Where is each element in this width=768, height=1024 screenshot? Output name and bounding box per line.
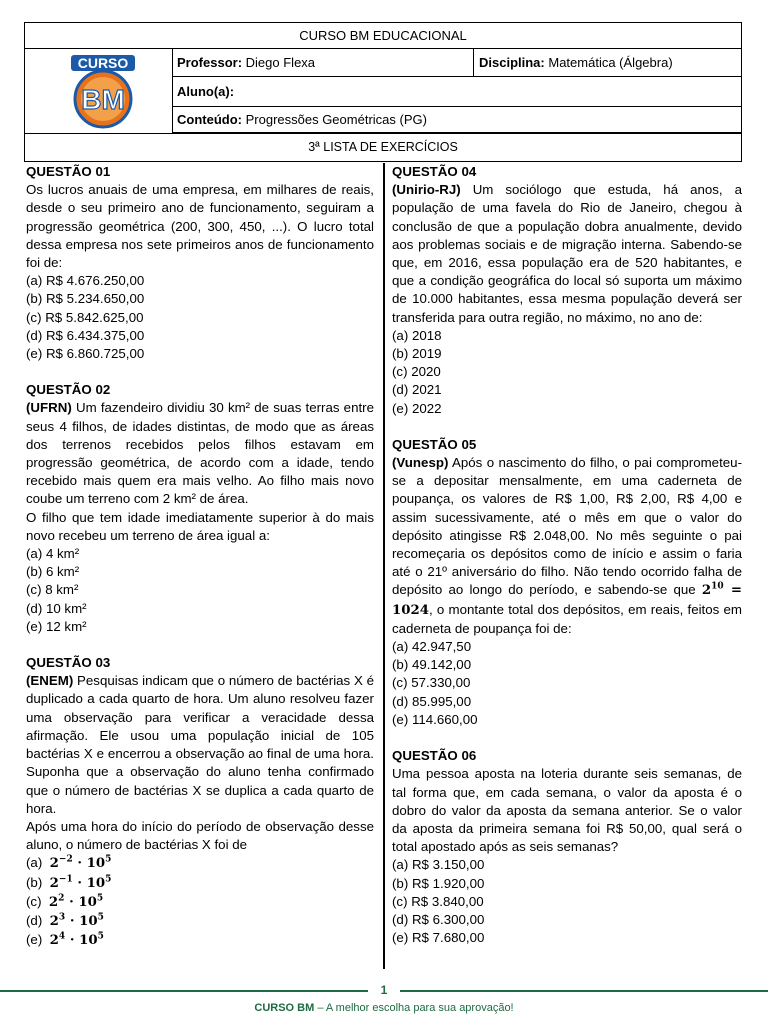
question-title: QUESTÃO 04 — [392, 164, 477, 179]
option-e: (e) 12 km² — [26, 618, 87, 634]
question-title: QUESTÃO 01 — [26, 164, 111, 179]
option-e: (e) R$ 7.680,00 — [392, 930, 485, 946]
question-05 — [392, 436, 742, 729]
content-name: Progressões Geométricas (PG) — [245, 112, 427, 127]
right-column — [392, 163, 742, 947]
option-d: (d) 85.995,00 — [392, 693, 472, 709]
professor-name: Diego Flexa — [245, 55, 316, 70]
option-d: (d) $2^3 \cdot 10^5$ — [26, 912, 104, 929]
question-body-2: O filho que tem idade imediatamente superior à do mais novo recebeu um terreno de área igual a: — [26, 509, 374, 543]
option-d: (d) 10 km² — [26, 600, 87, 616]
curso-bm-logo — [25, 49, 173, 133]
options-list — [26, 854, 374, 950]
options-list — [392, 638, 742, 729]
question-body — [392, 454, 742, 638]
question-text: Um fazendeiro dividiu 30 km² de suas terras entre seus 4 filhos, de idades distintas, de modo que as áreas dos terrenos recebidos pelos filhos estavam em progressão geométrica, de acordo com a idade, tendo recebido mais quem era mais velho. Ao filho mais novo coube um terreno com 2 km² de área. — [26, 400, 374, 507]
question-04 — [392, 163, 742, 418]
option-e: (e) $2^4 \cdot 10^5$ — [26, 931, 104, 949]
option-c: (c) $2^2 \cdot 10^5$ — [26, 893, 104, 910]
option-b: (b) 2019 — [392, 346, 442, 362]
option-b: (b) 6 km² — [26, 564, 80, 580]
option-d: (d) 2021 — [392, 382, 442, 398]
column-divider — [383, 163, 385, 969]
question-text: Um sociólogo que estuda, há anos, a população de uma favela do Rio de Janeiro, chegou à conclusão de que a população dobra anualmente, devido aos problemas sociais e de migração interna. Sabendo-se que, em 2016, essa população era de 520 habitantes, e que a condição geográfica do local só suporta um máximo de 10.000 habitantes, essa mesma população deverá ser transferida para outra região, no máximo, no ano de: — [392, 182, 742, 325]
option-a: (a) R$ 4.676.250,00 — [26, 273, 145, 289]
option-d: (d) R$ 6.434.375,00 — [26, 327, 145, 343]
footer-tagline: – A melhor escolha para sua aprovação! — [314, 1002, 514, 1014]
question-body: Uma pessoa aposta na loteria durante seis semanas, de tal forma que, em cada semana, o valor da aposta é o dobro do valor da aposta da semana anterior. Se o valor da aposta da primeira semana foi R$ 50,00, qual será o total apostado após as seis semanas? — [392, 766, 742, 855]
options-list — [392, 856, 742, 947]
option-c: (c) R$ 3.840,00 — [392, 893, 484, 909]
list-title: 3ª LISTA DE EXERCÍCIOS — [25, 133, 741, 161]
header-table — [24, 22, 742, 162]
option-a: (a) $2^{-2} \cdot 10^5$ — [26, 854, 112, 872]
question-title: QUESTÃO 06 — [392, 748, 477, 764]
options-list — [26, 272, 374, 363]
option-c: (c) 57.330,00 — [392, 675, 471, 691]
option-b: (b) R$ 1.920,00 — [392, 875, 485, 891]
options-list — [26, 545, 374, 636]
discipline-label: Disciplina: — [479, 55, 545, 70]
page-number: 1 — [368, 981, 400, 999]
option-b: (b) $2^{-1} \cdot 10^5$ — [26, 874, 112, 891]
footer-brand: CURSO BM — [254, 1002, 315, 1014]
option-b: (b) R$ 5.234.650,00 — [26, 291, 145, 307]
option-c: (c) R$ 5.842.625,00 — [26, 309, 144, 325]
option-d: (d) R$ 6.300,00 — [392, 911, 485, 927]
question-01 — [26, 163, 374, 363]
left-column — [26, 163, 374, 950]
question-source: (Vunesp) — [392, 455, 449, 471]
student-row — [173, 77, 741, 107]
question-body — [26, 672, 374, 818]
option-e: (e) 2022 — [392, 400, 442, 416]
logo-text-main: BM — [81, 84, 125, 115]
option-c: (c) 8 km² — [26, 582, 79, 598]
options-list — [392, 327, 742, 418]
option-a: (a) R$ 3.150,00 — [392, 857, 485, 873]
option-a: (a) 42.947,50 — [392, 639, 472, 655]
discipline-cell — [473, 49, 741, 77]
question-06 — [392, 747, 742, 947]
question-source: (UFRN) — [26, 400, 72, 416]
logo-text-top: CURSO — [77, 55, 129, 71]
question-text: Após o nascimento do filho, o pai comprometeu-se a depositar mensalmente, em uma caderneta de poupança, os valores de R$ 1,00, R$ 2,00, R$ 4,00 e assim sucessivamente, até o mês em que o valor do depósito atingisse R$ 2.048,00. No mês seguinte o pai recomeçaria os depósitos como de início e assim o faria até o 21º aniversário do filho. Não tendo ocorrido falha de depósito ao longo do período, e sabendo-se que — [392, 455, 742, 598]
logo-cell — [25, 49, 173, 133]
inline-math: $2^{10} = 1024$ — [392, 582, 742, 618]
option-a: (a) 4 km² — [26, 546, 80, 562]
question-title: QUESTÃO 02 — [26, 382, 111, 398]
question-body — [26, 399, 374, 508]
question-02 — [26, 381, 374, 636]
question-source: (Unirio-RJ) — [392, 182, 461, 198]
question-body — [392, 181, 742, 327]
option-a: (a) 2018 — [392, 327, 442, 343]
school-title: CURSO BM EDUCACIONAL — [25, 23, 741, 49]
option-e: (e) 114.660,00 — [392, 711, 478, 727]
question-title: QUESTÃO 05 — [392, 436, 477, 452]
question-title: QUESTÃO 03 — [26, 655, 111, 671]
option-b: (b) 49.142,00 — [392, 657, 472, 673]
question-body-2: Após uma hora do início do período de observação desse aluno, o número de bactérias X foi de — [26, 818, 374, 853]
question-03 — [26, 654, 374, 950]
question-text-after: , o montante total dos depósitos, em reais, feitos em caderneta de poupança foi de: — [392, 601, 742, 636]
student-label: Aluno(a): — [177, 84, 235, 99]
content-label: Conteúdo: — [177, 112, 242, 127]
option-e: (e) R$ 6.860.725,00 — [26, 346, 145, 362]
question-text: Pesquisas indicam que o número de bactérias X é duplicado a cada quarto de hora. Um aluno resolveu fazer uma observação para verificar a veracidade dessa afirmação. Ele usou uma população inicial de 105 bactérias X e encerrou a observação ao final de uma hora. Suponha que a observação do aluno tenha confirmado que o número de bactérias X se duplica a cada quarto de hora. — [26, 673, 374, 816]
footer-text — [0, 1002, 768, 1014]
option-c: (c) 2020 — [392, 364, 441, 380]
question-source: (ENEM) — [26, 673, 74, 689]
question-body: Os lucros anuais de uma empresa, em milhares de reais, desde o seu primeiro ano de funcionamento, seguiram a progressão geométrica (200, 300, 450, ...). O lucro total dessa empresa nos sete primeiros anos de funcionamento foi de: — [26, 182, 374, 271]
content-row — [173, 107, 741, 133]
professor-label: Professor: — [177, 55, 243, 70]
discipline-name: Matemática (Álgebra) — [548, 55, 673, 70]
